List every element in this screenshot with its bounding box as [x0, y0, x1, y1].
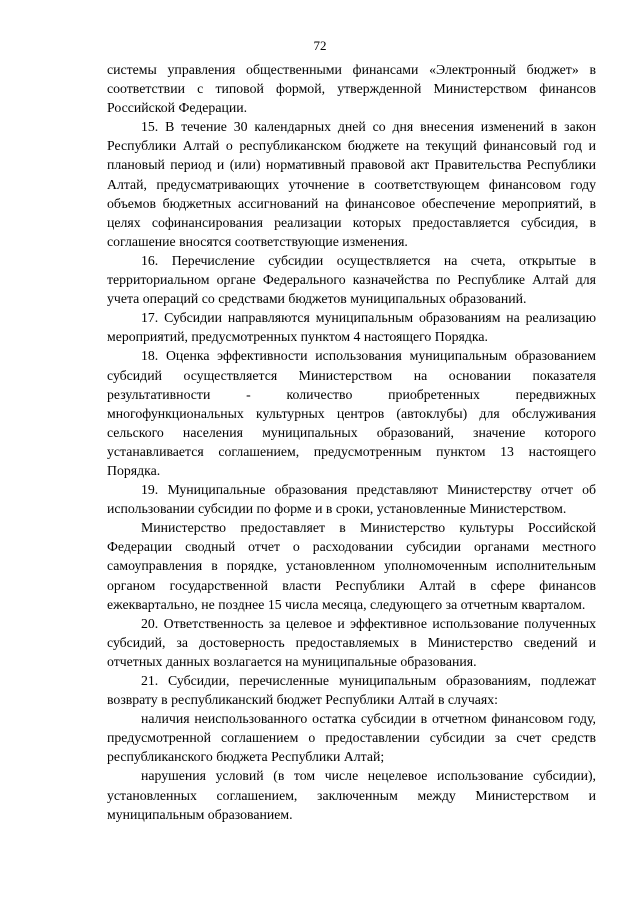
paragraph-case-unused-balance: наличия неиспользованного остатка субсидии в отчетном финансовом году, предусмотренной соглашением о предоставлении субсидии за счет средств республиканского бюджета Республики Алтай;: [107, 711, 596, 765]
paragraph-ministry-report: Министерство предоставляет в Министерство культуры Российской Федерации сводный отчет о расходовании субсидии органами местного самоуправления в порядке, установленном уполномоченным исполнительным органом государственной власти Республики Алтай в сфере финансов ежеквартально, не позднее 15 числа месяца, следующего за отчетным кварталом.: [107, 520, 596, 612]
page-number: 72: [313, 38, 327, 53]
paragraph-item-15: 15. В течение 30 календарных дней со дня внесения изменений в закон Республики Алтай о республиканском бюджете на текущий финансовый год и плановый период и (или) нормативный правовой акт Правительства Республики Алтай, предусматривающих уточнение в соответствующем финансовом году объемов бюджетных ассигнований на финансовое обеспечение мероприятий, в целях софинансирования реализации которых предоставляется субсидия, в соглашение вносятся соответствующие изменения.: [107, 119, 596, 249]
paragraph-item-21: 21. Субсидии, перечисленные муниципальным образованиям, подлежат возврату в республиканский бюджет Республики Алтай в случаях:: [107, 673, 596, 708]
paragraph-continuation: системы управления общественными финансами «Электронный бюджет» в соответствии с типовой формой, утвержденной Министерством финансов Российской Федерации.: [107, 62, 596, 116]
paragraph-item-18: 18. Оценка эффективности использования муниципальным образованием субсидий осуществляется Министерством на основании показателя результативности - количество приобретенных передвижных многофункциональных культурных центров (автоклубы) для обслуживания сельского населения муниципальных образований, значение которого устанавливается соглашением, предусмотренным пунктом 13 настоящего Порядка.: [107, 348, 596, 478]
paragraph-item-19: 19. Муниципальные образования представляют Министерству отчет об использовании субсидии по форме и в сроки, установленные Министерством.: [107, 482, 596, 517]
document-body: [107, 60, 596, 824]
paragraph-item-20: 20. Ответственность за целевое и эффективное использование полученных субсидий, за достоверность предоставляемых в Министерство сведений и отчетных данных возлагается на муниципальные образования.: [107, 615, 596, 669]
paragraph-item-17: 17. Субсидии направляются муниципальным образованиям на реализацию мероприятий, предусмотренных пунктом 4 настоящего Порядка.: [107, 310, 596, 345]
paragraph-case-violation: нарушения условий (в том числе нецелевое использование субсидии), установленных соглашением, заключенным между Министерством и муниципальным образованием.: [107, 768, 596, 822]
paragraph-item-16: 16. Перечисление субсидии осуществляется на счета, открытые в территориальном органе Федерального казначейства по Республике Алтай для учета операций со средствами бюджетов муниципальных образований.: [107, 252, 596, 307]
